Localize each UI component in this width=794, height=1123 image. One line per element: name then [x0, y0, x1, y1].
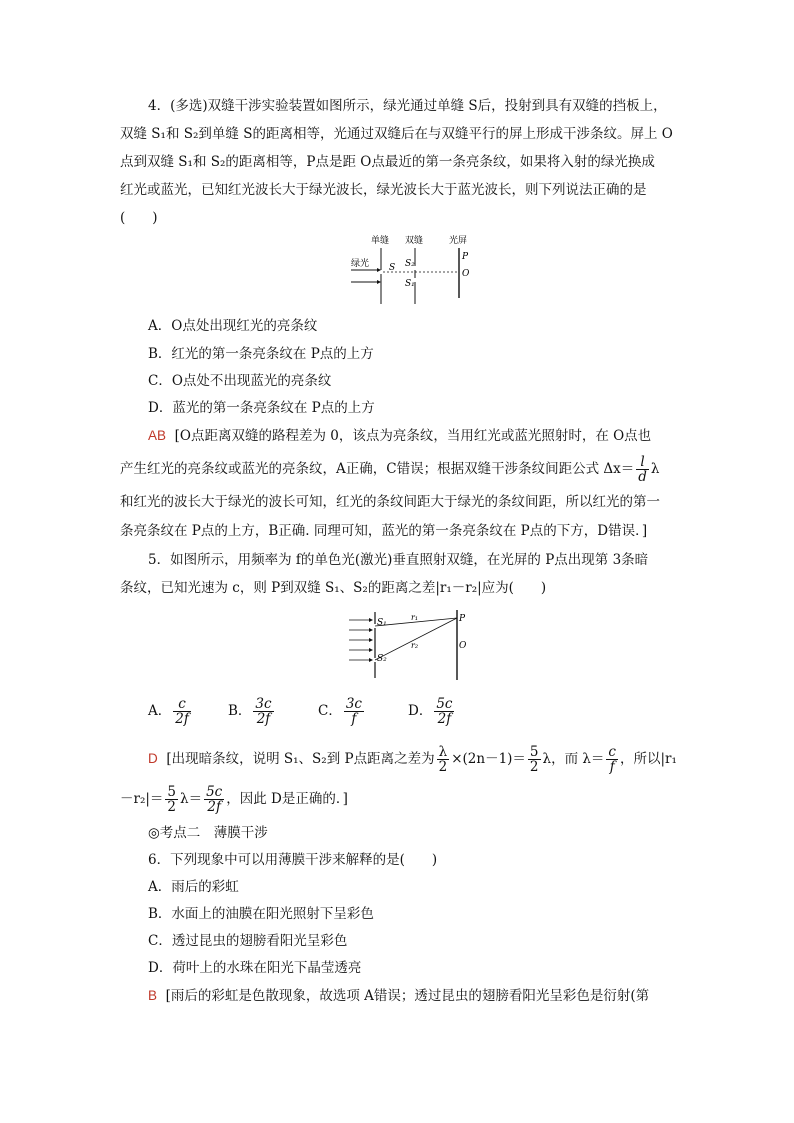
q5-option-d-den: 2f — [437, 711, 452, 727]
q5-exp-f3-den: f — [609, 759, 615, 775]
q4-fig-label-single: 单缝 — [371, 236, 390, 246]
q4-option-b: B．红光的第一条亮条纹在 P点的上方 — [148, 346, 374, 362]
q5-option-b-letter: B． — [228, 703, 252, 719]
q4-option-d: D．蓝光的第一条亮条纹在 P点的上方 — [148, 400, 375, 416]
q6-stem: 6．下列现象中可以用薄膜干涉来解释的是( ) — [148, 852, 438, 868]
q5-stem-line2: 条纹，已知光速为 c，则 P到双缝 S₁、S₂的距离之差|r₁－r₂|应为( ) — [120, 580, 547, 596]
q4-explanation-line2 — [120, 455, 659, 484]
q5-fig-label-O: O — [459, 641, 467, 651]
q4-stem-line2: 双缝 S₁和 S₂到单缝 S的距离相等，光通过双缝后在与双缝平行的屏上形成干涉条纹。屏上 O — [120, 126, 673, 142]
q5-exp-f1-den: 2 — [438, 759, 448, 775]
q5-exp-text1c: λ，而 λ＝ — [542, 751, 605, 767]
q5-option-b — [228, 694, 276, 728]
q5-fig-label-P: P — [459, 614, 466, 624]
q5-exp-f2-den: 2 — [529, 759, 539, 775]
q4-option-a: A．O点处出现红光的亮条纹 — [148, 318, 318, 334]
q4-fig-label-light: 绿光 — [351, 259, 370, 269]
section-heading: ◎考点二 薄膜干涉 — [148, 825, 268, 841]
q4-fig-label-screen: 光屏 — [449, 236, 468, 246]
q5-answer: D — [148, 751, 158, 766]
q5-fig-label-r1: r₁ — [411, 613, 419, 622]
q5-exp-text2a: －r₂|＝ — [120, 791, 164, 807]
q4-stem-line4: 红光或蓝光，已知红光波长大于绿光波长，绿光波长大于蓝光波长，则下列说法正确的是 — [120, 182, 647, 198]
q4-exp-text1: [O点距离双缝的路程差为 0，该点为亮条纹，当用红光或蓝光照射时，在 O点也 — [174, 428, 652, 444]
q4-fig-label-S2: S₂ — [405, 259, 415, 269]
q6-answer: B — [148, 988, 158, 1003]
q4-explanation-line3: 和红光的波长大于绿光的波长可知，红光的条纹间距大于绿光的条纹间距，所以红光的第一 — [120, 494, 660, 510]
q6-option-b: B．水面上的油膜在阳光照射下呈彩色 — [148, 906, 374, 922]
q4-exp-frac-den: d — [638, 469, 647, 485]
q5-stem-line1: 5．如图所示，用频率为 f的单色光(激光)垂直照射双缝，在光屏的 P点出现第 3条暗 — [148, 552, 649, 568]
q4-fig-label-O: O — [462, 269, 470, 279]
q5-exp-text1a: [出现暗条纹，说明 S₁、S₂到 P点距离之差为 — [166, 751, 435, 767]
q5-option-d — [408, 694, 456, 728]
q5-option-d-num: 5c — [436, 696, 453, 712]
q5-explanation-line1 — [148, 742, 677, 776]
q5-exp-f5-den: 2f — [207, 799, 221, 815]
q5-option-d-letter: D． — [408, 703, 433, 719]
q5-option-a-den: 2f — [175, 711, 189, 727]
q4-stem-line1: 4．(多选)双缝干涉实验装置如图所示，绿光通过单缝 S后，投射到具有双缝的挡板上， — [148, 98, 667, 114]
q6-explanation-line1 — [148, 986, 649, 1006]
q4-exp-text2b: λ — [650, 461, 660, 477]
q4-exp-frac-num: l — [636, 455, 649, 470]
q5-fig-label-r2: r₂ — [411, 641, 419, 650]
q5-exp-f4-num: 5 — [167, 784, 177, 800]
q5-explanation-line2 — [120, 782, 348, 816]
q5-exp-text2b: λ＝ — [180, 791, 203, 807]
q4-fig-label-S: S — [389, 263, 396, 273]
q5-fig-label-S1: S₁ — [377, 618, 387, 628]
q5-exp-f3-num: c — [608, 744, 616, 760]
q6-option-a: A．雨后的彩虹 — [148, 879, 239, 895]
q5-figure — [345, 608, 485, 682]
q4-explanation-line1 — [148, 426, 651, 446]
q5-option-a — [148, 694, 193, 728]
q4-stem-line3: 点到双缝 S₁和 S₂的距离相等，P点是距 O点最近的第一条亮条纹，如果将入射的绿光换成 — [120, 154, 655, 170]
q5-exp-f4-den: 2 — [167, 799, 177, 815]
q4-figure — [345, 232, 485, 304]
q4-exp-text2a: 产生红光的亮条纹或蓝光的亮条纹，A正确，C错误；根据双缝干涉条纹间距公式 Δx＝ — [120, 461, 635, 477]
q5-exp-f1-num: λ — [437, 745, 450, 760]
q4-fig-label-S1: S₁ — [405, 279, 415, 289]
q5-option-a-letter: A． — [148, 703, 172, 719]
q5-option-c-letter: C． — [318, 703, 342, 719]
q5-exp-f2-num: 5 — [529, 744, 539, 760]
q5-option-c-den: f — [351, 711, 357, 727]
q6-option-c: C．透过昆虫的翅膀看阳光呈彩色 — [148, 933, 348, 949]
q5-exp-text1d: ，所以|r₁ — [619, 751, 677, 767]
q4-fig-label-double: 双缝 — [405, 236, 424, 246]
q5-option-b-num: 3c — [255, 696, 272, 712]
q5-exp-f5-num: 5c — [206, 784, 223, 800]
q5-fig-label-S2: S₂ — [377, 654, 387, 664]
q5-option-b-den: 2f — [256, 711, 271, 727]
q4-answer: AB — [148, 428, 167, 443]
q4-fig-label-P: P — [462, 252, 469, 262]
q6-exp-text1: [雨后的彩虹是色散现象，故选项 A错误；透过昆虫的翅膀看阳光呈彩色是衍射(第 — [165, 988, 650, 1004]
q5-option-a-num: c — [173, 697, 191, 712]
q5-option-c-num: 3c — [345, 696, 362, 712]
q5-exp-text2c: ，因此 D是正确的．] — [226, 791, 348, 807]
q4-option-c: C．O点处不出现蓝光的亮条纹 — [148, 373, 332, 389]
q4-exp-fraction — [636, 455, 649, 484]
q5-exp-text1b: ×(2n－1)＝ — [451, 751, 526, 767]
q6-option-d: D．荷叶上的水珠在阳光下晶莹透亮 — [148, 960, 362, 976]
q4-stem-line5: ( ) — [120, 210, 158, 226]
q4-explanation-line4: 条亮条纹在 P点的上方，B正确. 同理可知，蓝光的第一条亮条纹在 P点的下方，D错误．] — [120, 523, 648, 539]
q5-option-c — [318, 694, 366, 728]
